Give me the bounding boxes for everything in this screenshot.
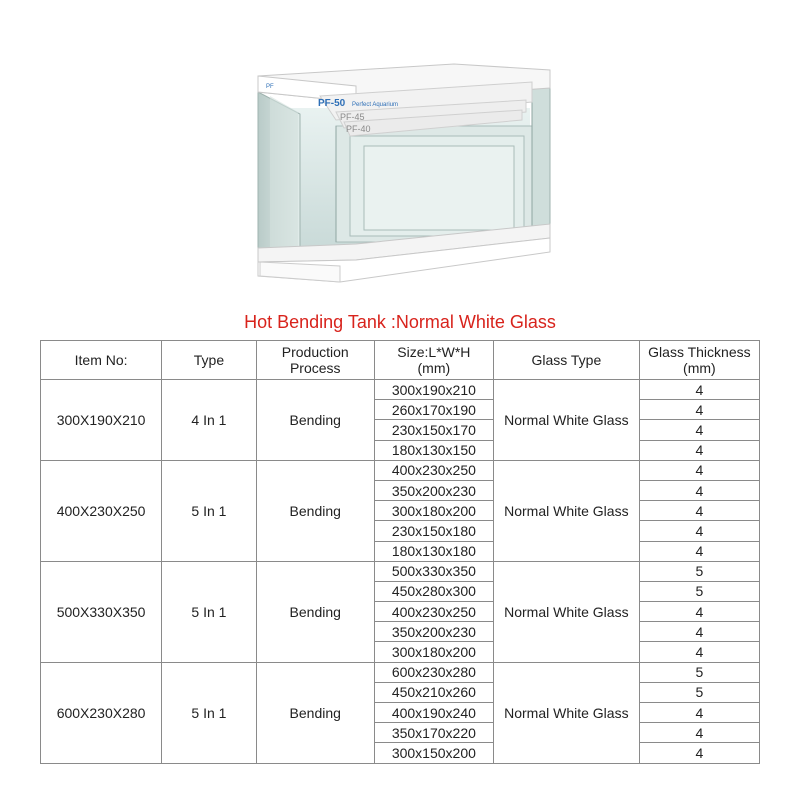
size-cell: 450x280x300 xyxy=(374,581,493,601)
thickness-cell: 5 xyxy=(639,682,759,702)
size-cell: 350x170x220 xyxy=(374,723,493,743)
aquarium-tank-illustration xyxy=(240,48,562,286)
type-cell: 5 In 1 xyxy=(162,460,256,561)
header-thickness-line2: (mm) xyxy=(683,360,716,376)
type-cell: 5 In 1 xyxy=(162,662,256,763)
thickness-cell: 4 xyxy=(639,501,759,521)
process-cell: Bending xyxy=(256,460,374,561)
thickness-cell: 4 xyxy=(639,723,759,743)
thickness-cell: 4 xyxy=(639,420,759,440)
thickness-cell: 4 xyxy=(639,480,759,500)
size-cell: 230x150x180 xyxy=(374,521,493,541)
type-cell: 5 In 1 xyxy=(162,561,256,662)
item-no-cell: 500X330X350 xyxy=(41,561,162,662)
thickness-cell: 5 xyxy=(639,662,759,682)
size-cell: 600x230x280 xyxy=(374,662,493,682)
thickness-cell: 4 xyxy=(639,440,759,460)
size-cell: 350x200x230 xyxy=(374,622,493,642)
thickness-cell: 5 xyxy=(639,581,759,601)
thickness-cell: 4 xyxy=(639,743,759,763)
header-size-line1: Size:L*W*H xyxy=(397,344,471,360)
process-cell: Bending xyxy=(256,662,374,763)
size-cell: 300x190x210 xyxy=(374,380,493,400)
thickness-cell: 4 xyxy=(639,521,759,541)
table-header-row xyxy=(41,341,760,380)
header-glass-type: Glass Type xyxy=(493,341,639,380)
thickness-cell: 4 xyxy=(639,602,759,622)
header-thickness xyxy=(639,341,759,380)
size-cell: 400x230x250 xyxy=(374,460,493,480)
thickness-cell: 4 xyxy=(639,400,759,420)
item-no-cell: 300X190X210 xyxy=(41,380,162,461)
inner-label-1: PF-45 xyxy=(340,112,365,122)
size-cell: 230x150x170 xyxy=(374,420,493,440)
spec-table-body xyxy=(41,380,760,764)
type-cell: 4 In 1 xyxy=(162,380,256,461)
size-cell: 400x190x240 xyxy=(374,703,493,723)
thickness-cell: 4 xyxy=(639,642,759,662)
size-cell: 350x200x230 xyxy=(374,480,493,500)
header-type: Type xyxy=(162,341,256,380)
svg-text:PF: PF xyxy=(266,84,274,90)
header-process-line1: Production xyxy=(281,344,349,360)
lid-model-main: PF-50 xyxy=(318,98,346,109)
size-cell: 300x180x200 xyxy=(374,501,493,521)
table-title: Hot Bending Tank :Normal White Glass xyxy=(244,312,556,332)
glass-type-cell: Normal White Glass xyxy=(493,380,639,461)
spec-table xyxy=(40,340,760,764)
thickness-cell: 4 xyxy=(639,460,759,480)
size-cell: 450x210x260 xyxy=(374,682,493,702)
thickness-cell: 4 xyxy=(639,622,759,642)
header-process xyxy=(256,341,374,380)
table-row xyxy=(41,380,760,400)
thickness-cell: 4 xyxy=(639,703,759,723)
item-no-cell: 600X230X280 xyxy=(41,662,162,763)
glass-type-cell: Normal White Glass xyxy=(493,662,639,763)
product-photo xyxy=(240,48,562,286)
header-size-line2: (mm) xyxy=(417,360,451,376)
size-cell: 260x170x190 xyxy=(374,400,493,420)
item-no-cell: 400X230X250 xyxy=(41,460,162,561)
thickness-cell: 4 xyxy=(639,380,759,400)
size-cell: 500x330x350 xyxy=(374,561,493,581)
table-row xyxy=(41,662,760,682)
inner-label-2: PF-40 xyxy=(346,124,371,134)
glass-type-cell: Normal White Glass xyxy=(493,561,639,662)
glass-type-cell: Normal White Glass xyxy=(493,460,639,561)
process-cell: Bending xyxy=(256,561,374,662)
header-item-no: Item No: xyxy=(41,341,162,380)
thickness-cell: 4 xyxy=(639,541,759,561)
header-size xyxy=(374,341,493,380)
lid-model-sub: Perfect Aquarium xyxy=(352,102,399,108)
size-cell: 180x130x180 xyxy=(374,541,493,561)
size-cell: 300x150x200 xyxy=(374,743,493,763)
thickness-cell: 5 xyxy=(639,561,759,581)
size-cell: 180x130x150 xyxy=(374,440,493,460)
size-cell: 400x230x250 xyxy=(374,602,493,622)
table-row xyxy=(41,561,760,581)
header-thickness-line1: Glass Thickness xyxy=(648,344,751,360)
table-row xyxy=(41,460,760,480)
size-cell: 300x180x200 xyxy=(374,642,493,662)
header-process-line2: Process xyxy=(289,360,341,376)
process-cell: Bending xyxy=(256,380,374,461)
